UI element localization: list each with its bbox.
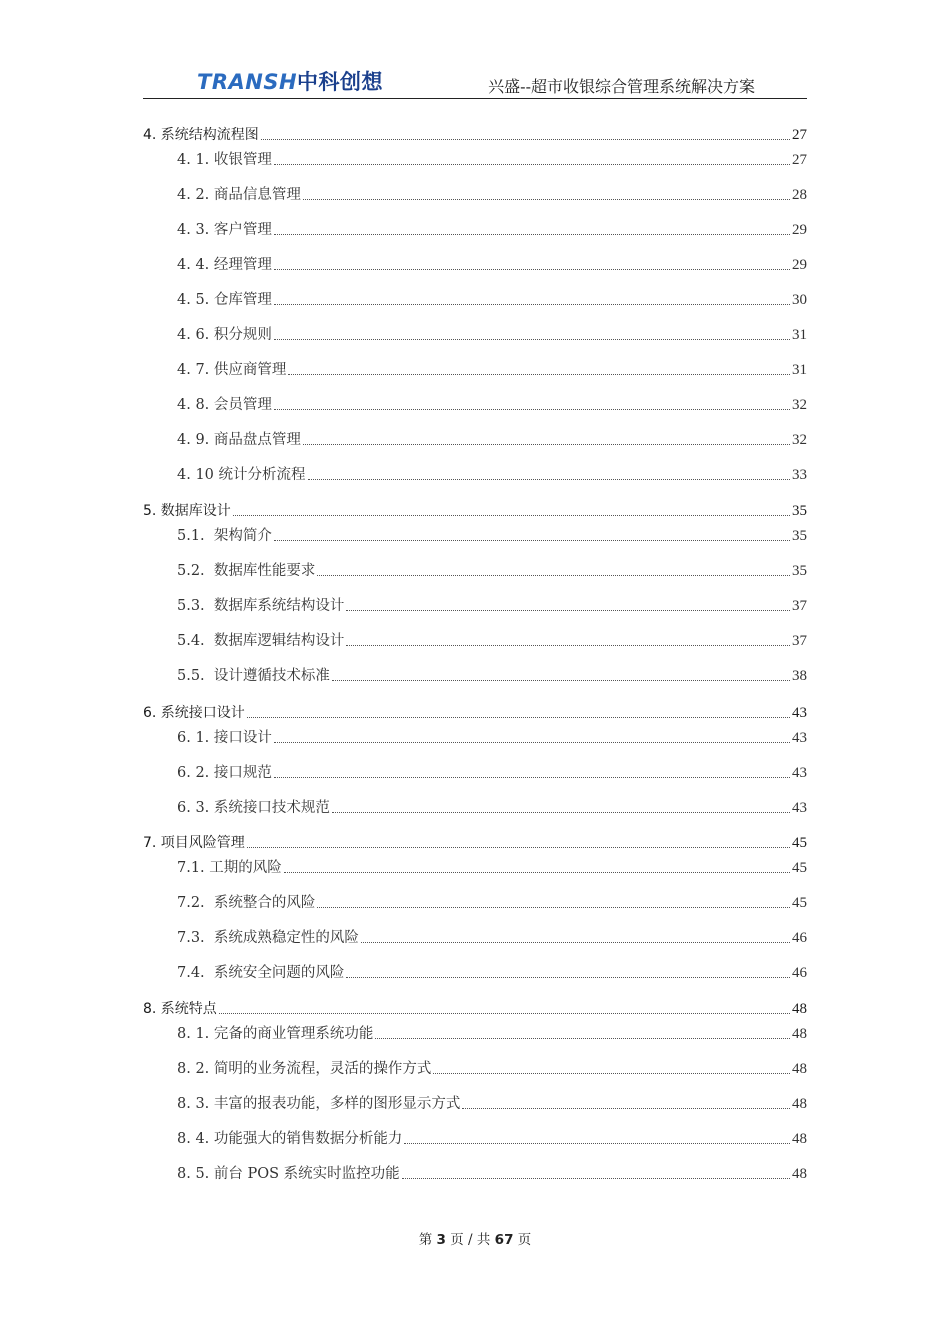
toc-subsection-entry[interactable] [143, 1128, 807, 1150]
toc-dot-leader [219, 1012, 790, 1014]
toc-dot-leader [274, 303, 790, 305]
toc-subsection-entry[interactable] [143, 892, 807, 914]
toc-dot-leader [346, 976, 790, 978]
toc-page-number: 33 [792, 467, 807, 483]
toc-page-number: 48 [792, 1026, 807, 1042]
toc-page-number: 28 [792, 187, 807, 203]
toc-page-number: 48 [792, 1166, 807, 1182]
toc-subsection-entry[interactable] [143, 254, 807, 276]
toc-dot-leader [247, 846, 790, 848]
toc-entry-title: 5.1. 架构简介 [177, 528, 272, 544]
toc-page-number: 35 [792, 563, 807, 579]
toc-page-number: 43 [792, 800, 807, 816]
toc-dot-leader [375, 1037, 790, 1039]
toc-dot-leader [274, 163, 790, 165]
toc-entry-title: 4. 系统结构流程图 [143, 127, 259, 143]
toc-dot-leader [361, 941, 790, 943]
toc-entry-title: 4. 8. 会员管理 [177, 397, 272, 413]
toc-subsection-entry[interactable] [143, 762, 807, 784]
toc-page-number: 29 [792, 257, 807, 273]
toc-page-number: 43 [792, 705, 807, 721]
toc-entry-title: 6. 2. 接口规范 [177, 765, 272, 781]
toc-entry-title: 5. 数据库设计 [143, 503, 231, 519]
company-logo [197, 66, 383, 96]
toc-dot-leader [402, 1177, 790, 1179]
toc-subsection-entry[interactable] [143, 219, 807, 241]
toc-subsection-entry[interactable] [143, 1023, 807, 1045]
toc-entry-title: 6. 系统接口设计 [143, 705, 245, 721]
toc-dot-leader [303, 198, 790, 200]
toc-section-entry[interactable] [143, 832, 807, 854]
toc-entry-title: 4. 1. 收银管理 [177, 152, 272, 168]
toc-dot-leader [233, 514, 790, 516]
toc-dot-leader [274, 408, 790, 410]
toc-subsection-entry[interactable] [143, 857, 807, 879]
toc-page-number: 32 [792, 397, 807, 413]
toc-subsection-entry[interactable] [143, 184, 807, 206]
toc-page-number: 37 [792, 598, 807, 614]
page-header [143, 60, 807, 99]
document-title: 兴盛--超市收银综合管理系统解决方案 [488, 77, 755, 96]
logo-text-cn: 中科创想 [297, 70, 384, 94]
toc-dot-leader [274, 539, 790, 541]
toc-page-number: 35 [792, 503, 807, 519]
toc-entry-title: 7.4. 系统安全问题的风险 [177, 965, 345, 981]
logo-text-en: TRANSH [197, 70, 298, 94]
toc-subsection-entry[interactable] [143, 560, 807, 582]
toc-dot-leader [308, 478, 790, 480]
toc-dot-leader [346, 609, 790, 611]
toc-subsection-entry[interactable] [143, 149, 807, 171]
toc-subsection-entry[interactable] [143, 595, 807, 617]
toc-entry-title: 5.2. 数据库性能要求 [177, 563, 316, 579]
toc-dot-leader [247, 716, 790, 718]
toc-dot-leader [274, 338, 790, 340]
toc-page-number: 30 [792, 292, 807, 308]
toc-page-number: 32 [792, 432, 807, 448]
total-page-count: 67 [494, 1232, 514, 1248]
toc-entry-title: 6. 3. 系统接口技术规范 [177, 800, 330, 816]
toc-section-entry[interactable] [143, 998, 807, 1020]
toc-page-number: 37 [792, 633, 807, 649]
toc-dot-leader [332, 679, 790, 681]
toc-entry-title: 8. 2. 简明的业务流程，灵活的操作方式 [177, 1061, 432, 1077]
toc-page-number: 29 [792, 222, 807, 238]
toc-page-number: 46 [792, 930, 807, 946]
toc-entry-title: 7.1. 工期的风险 [177, 860, 282, 876]
toc-subsection-entry[interactable] [143, 927, 807, 949]
footer-suffix: 页 [517, 1232, 532, 1248]
toc-subsection-entry[interactable] [143, 394, 807, 416]
toc-entry-title: 7.2. 系统整合的风险 [177, 895, 316, 911]
toc-dot-leader [317, 574, 790, 576]
toc-page-number: 31 [792, 362, 807, 378]
toc-section-entry[interactable] [143, 702, 807, 724]
toc-subsection-entry[interactable] [143, 962, 807, 984]
toc-entry-title: 4. 6. 积分规则 [177, 327, 272, 343]
toc-dot-leader [274, 776, 790, 778]
toc-section-entry[interactable] [143, 124, 807, 146]
toc-entry-title: 4. 9. 商品盘点管理 [177, 432, 301, 448]
toc-page-number: 38 [792, 668, 807, 684]
toc-page-number: 45 [792, 895, 807, 911]
toc-page-number: 27 [792, 152, 807, 168]
toc-subsection-entry[interactable] [143, 359, 807, 381]
toc-dot-leader [462, 1107, 790, 1109]
toc-dot-leader [284, 871, 790, 873]
toc-subsection-entry[interactable] [143, 630, 807, 652]
toc-subsection-entry[interactable] [143, 1058, 807, 1080]
toc-entry-title: 5.5. 设计遵循技术标准 [177, 668, 330, 684]
toc-page-number: 27 [792, 127, 807, 143]
toc-entry-title: 8. 系统特点 [143, 1001, 217, 1017]
toc-page-number: 46 [792, 965, 807, 981]
toc-page-number: 48 [792, 1131, 807, 1147]
toc-entry-title: 4. 5. 仓库管理 [177, 292, 272, 308]
toc-dot-leader [303, 443, 790, 445]
toc-page-number: 45 [792, 835, 807, 851]
toc-page-number: 48 [792, 1061, 807, 1077]
toc-dot-leader [317, 906, 790, 908]
toc-entry-title: 8. 3. 丰富的报表功能，多样的图形显示方式 [177, 1096, 461, 1112]
toc-subsection-entry[interactable] [143, 324, 807, 346]
toc-dot-leader [274, 741, 790, 743]
toc-subsection-entry[interactable] [143, 665, 807, 687]
toc-entry-title: 7.3. 系统成熟稳定性的风险 [177, 930, 359, 946]
footer-middle: 页 / 共 [450, 1232, 491, 1248]
toc-dot-leader [346, 644, 790, 646]
toc-dot-leader [433, 1072, 790, 1074]
toc-dot-leader [288, 373, 790, 375]
toc-entry-title: 8. 1. 完备的商业管理系统功能 [177, 1026, 374, 1042]
toc-subsection-entry[interactable] [143, 727, 807, 749]
toc-entry-title: 4. 2. 商品信息管理 [177, 187, 301, 203]
toc-subsection-entry[interactable] [143, 464, 807, 486]
toc-page-number: 31 [792, 327, 807, 343]
toc-entry-title: 4. 10 统计分析流程 [177, 467, 306, 483]
toc-entry-title: 4. 4. 经理管理 [177, 257, 272, 273]
toc-dot-leader [404, 1142, 790, 1144]
footer-prefix: 第 [418, 1232, 433, 1248]
toc-dot-leader [261, 138, 790, 140]
toc-page-number: 48 [792, 1001, 807, 1017]
toc-entry-title: 8. 4. 功能强大的销售数据分析能力 [177, 1131, 403, 1147]
toc-section-entry[interactable] [143, 500, 807, 522]
toc-page-number: 45 [792, 860, 807, 876]
toc-entry-title: 8. 5. 前台 POS 系统实时监控功能 [177, 1166, 400, 1182]
toc-subsection-entry[interactable] [143, 1093, 807, 1115]
toc-page-number: 43 [792, 730, 807, 746]
toc-entry-title: 7. 项目风险管理 [143, 835, 245, 851]
page-footer [0, 1228, 950, 1248]
current-page-number: 3 [436, 1232, 446, 1248]
toc-subsection-entry[interactable] [143, 525, 807, 547]
toc-dot-leader [274, 233, 790, 235]
toc-dot-leader [332, 811, 790, 813]
toc-entry-title: 4. 7. 供应商管理 [177, 362, 287, 378]
toc-subsection-entry[interactable] [143, 797, 807, 819]
toc-page-number: 48 [792, 1096, 807, 1112]
toc-entry-title: 6. 1. 接口设计 [177, 730, 272, 746]
toc-page-number: 35 [792, 528, 807, 544]
toc-subsection-entry[interactable] [143, 429, 807, 451]
toc-subsection-entry[interactable] [143, 289, 807, 311]
toc-entry-title: 4. 3. 客户管理 [177, 222, 272, 238]
toc-page-number: 43 [792, 765, 807, 781]
toc-dot-leader [274, 268, 790, 270]
toc-subsection-entry[interactable] [143, 1163, 807, 1185]
toc-entry-title: 5.4. 数据库逻辑结构设计 [177, 633, 345, 649]
toc-entry-title: 5.3. 数据库系统结构设计 [177, 598, 345, 614]
